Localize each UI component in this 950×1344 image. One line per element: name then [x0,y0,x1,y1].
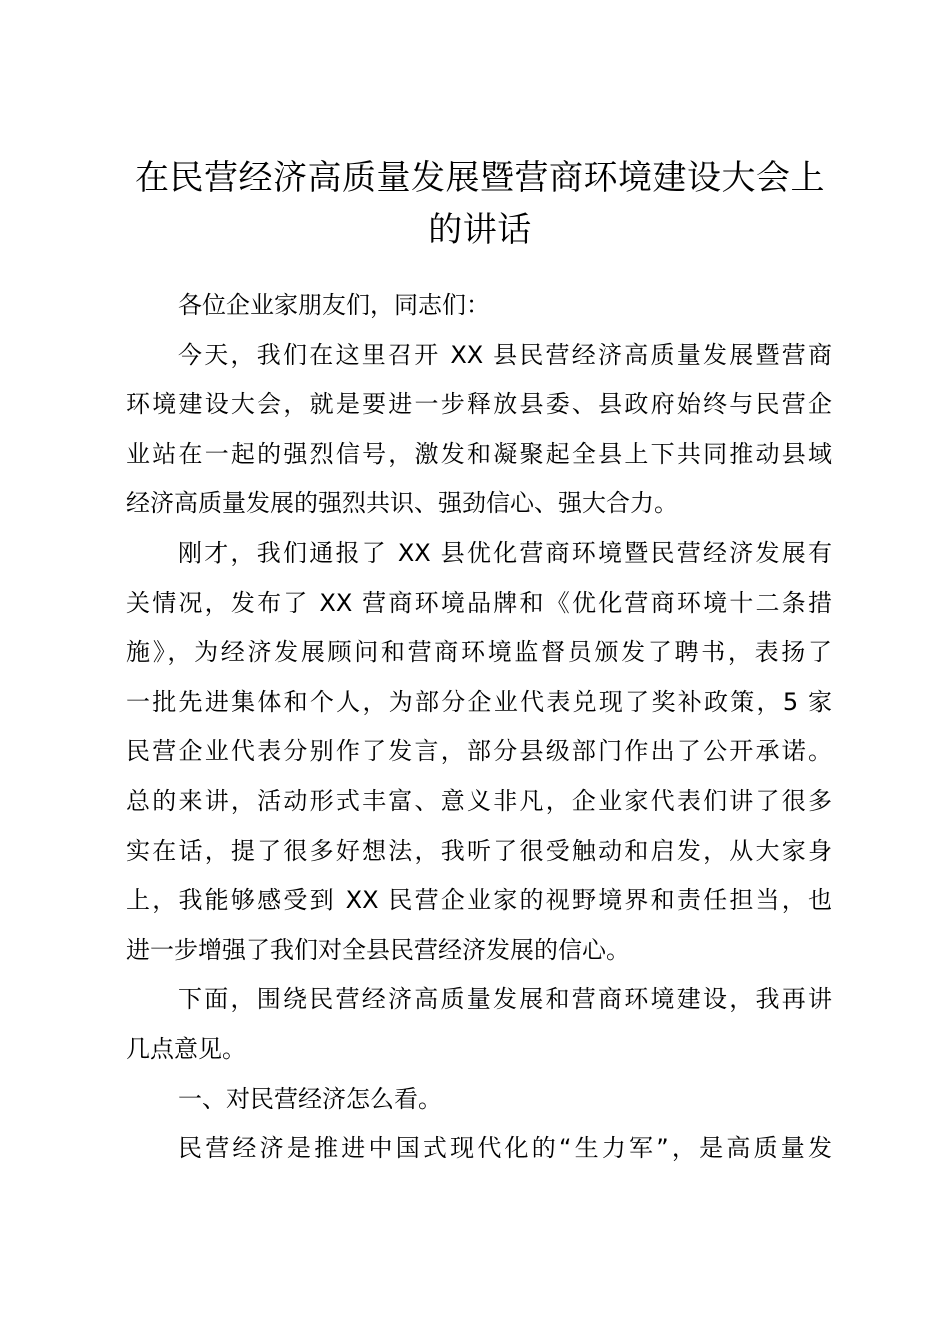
paragraph-4 [126,1124,832,1174]
text-line: 今天，我们在这里召开 XX 县民营经济高质量发展暨营商 [178,340,832,369]
text-line: 民营经济是推进中国式现代化的“生力军”，是高质量发 [178,1134,832,1163]
text-line: 民营企业代表分别作了发言，部分县级部门作出了公开承诺。 [126,737,832,766]
document-body [126,281,832,1174]
text-line: 进一步增强了我们对全县民营经济发展的信心。 [126,935,630,964]
text-line: 上，我能够感受到 XX 民营企业家的视野境界和责任担当，也 [126,886,832,915]
text-line: 经济高质量发展的强烈共识、强劲信心、强大合力。 [126,489,678,518]
text-line: 几点意见。 [126,1034,246,1063]
text-line: 关情况，发布了 XX 营商环境品牌和《优化营商环境十二条措 [126,588,832,617]
text-line: 业站在一起的强烈信号，激发和凝聚起全县上下共同推动县域 [126,439,832,468]
heading-line: 一、对民营经济怎么看。 [178,1084,442,1113]
text-line: 施》，为经济发展顾问和营商环境监督员颁发了聘书，表扬了 [126,638,832,667]
text-line: 一批先进集体和个人，为部分企业代表兑现了奖补政策，5 家 [126,687,832,716]
text-line: 环境建设大会，就是要进一步释放县委、县政府始终与民营企 [126,390,832,419]
text-line: 总的来讲，活动形式丰富、意义非凡，企业家代表们讲了很多 [126,786,832,815]
text-line: 实在话，提了很多好想法，我听了很受触动和启发，从大家身 [126,836,832,865]
title-line: 在民营经济高质量发展暨营商环境建设大会上 [135,158,825,198]
title-line: 的讲话 [428,210,532,250]
section-heading [126,1075,832,1125]
paragraph-1 [126,331,832,529]
paragraph-2 [126,529,832,975]
paragraph-3 [126,975,832,1074]
document-title [110,152,850,256]
text-line: 下面，围绕民营经济高质量发展和营商环境建设，我再讲 [178,985,832,1014]
text-line: 刚才，我们通报了 XX 县优化营商环境暨民营经济发展有 [178,538,832,567]
salutation: 各位企业家朋友们，同志们： [178,291,490,319]
